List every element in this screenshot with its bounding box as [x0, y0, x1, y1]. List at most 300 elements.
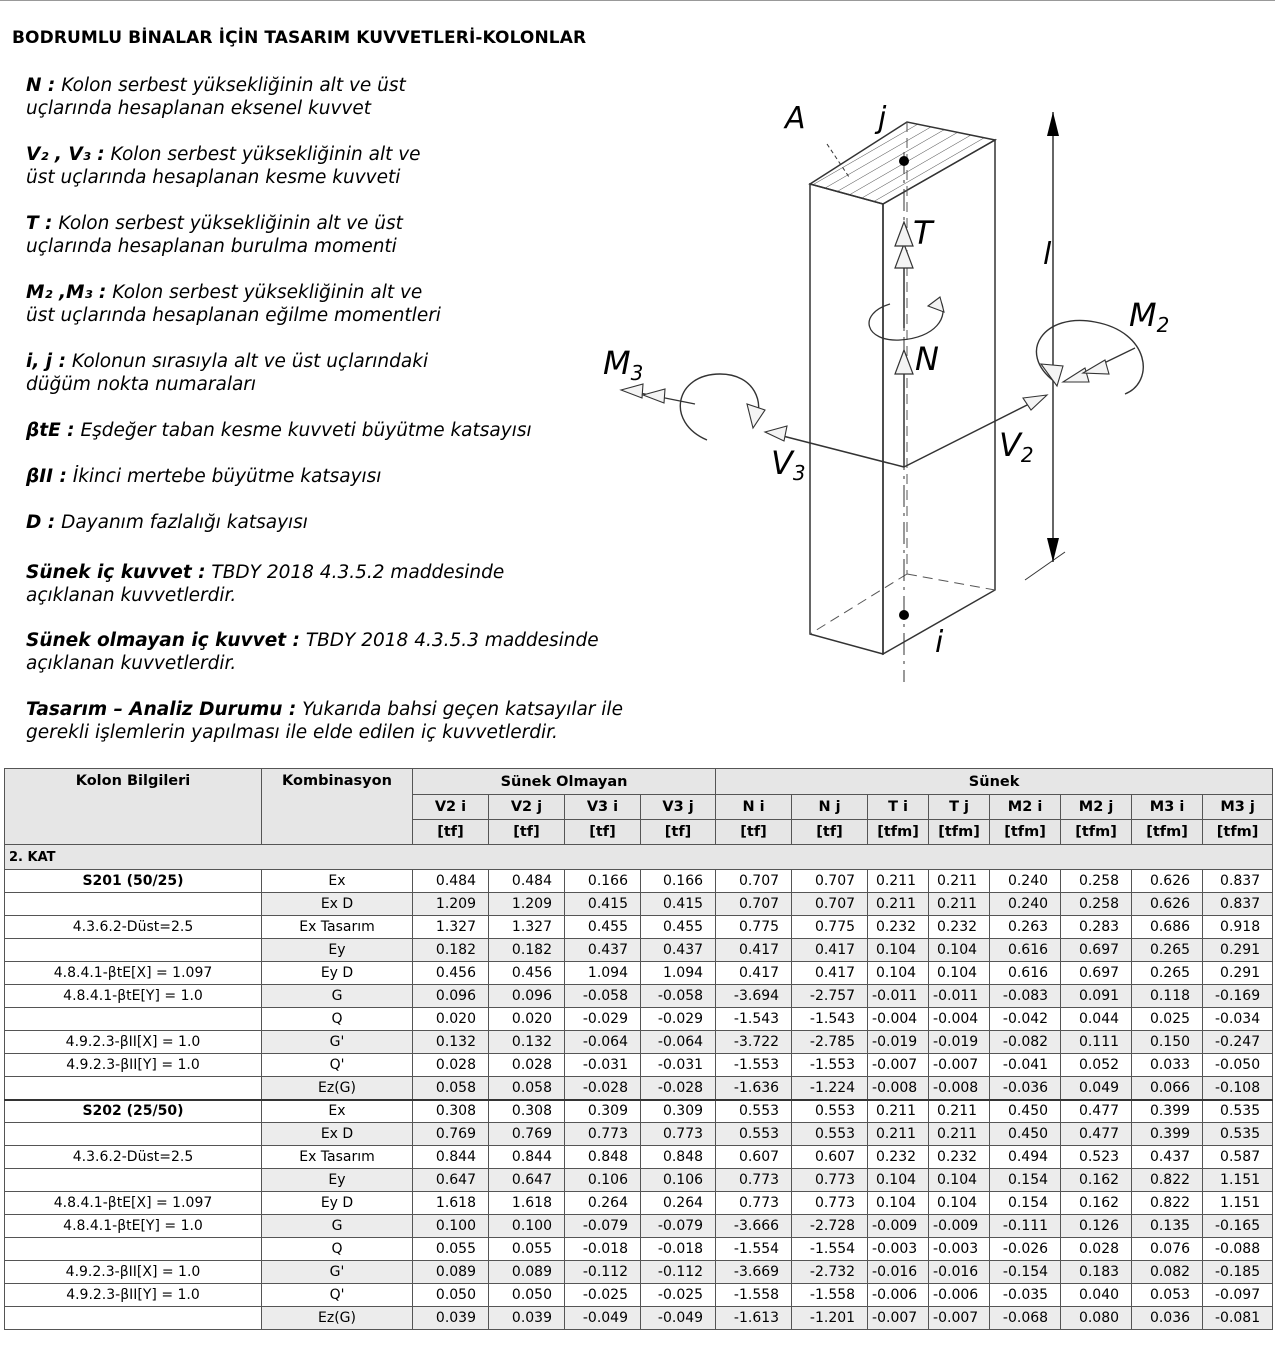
value-cell: -0.042 [990, 1008, 1061, 1031]
value-cell: -1.543 [716, 1008, 792, 1031]
label-l: l [1043, 237, 1052, 272]
combination-cell: Ex D [262, 1123, 413, 1146]
definition-bte: βtE : Eşdeğer taban kesme kuvveti büyütme katsayısı [26, 420, 532, 441]
value-cell: -0.079 [565, 1215, 641, 1238]
value-cell: -0.025 [565, 1284, 641, 1307]
value-cell: 1.151 [1203, 1169, 1273, 1192]
value-cell: 0.773 [792, 1169, 868, 1192]
value-cell: -0.007 [868, 1307, 929, 1330]
value-cell: 0.450 [990, 1123, 1061, 1146]
value-cell: -0.007 [868, 1054, 929, 1077]
value-cell: 0.211 [929, 870, 990, 893]
value-cell: 0.769 [413, 1123, 489, 1146]
value-cell: 0.066 [1132, 1077, 1203, 1100]
column-info-cell: 4.8.4.1-βtE[X] = 1.097 [5, 1192, 262, 1215]
value-cell: -0.154 [990, 1261, 1061, 1284]
value-cell: 0.477 [1061, 1123, 1132, 1146]
value-cell: 0.775 [792, 916, 868, 939]
value-cell: -0.079 [641, 1215, 716, 1238]
table-row [5, 1261, 1273, 1284]
value-cell: -1.613 [716, 1307, 792, 1330]
header-sunek-olmayan: Sünek Olmayan [413, 769, 716, 795]
floor-label: 2. KAT [5, 845, 1273, 870]
header-col-unit: [tf] [489, 820, 565, 845]
value-cell: 0.647 [489, 1169, 565, 1192]
value-cell: -0.007 [929, 1054, 990, 1077]
value-cell: 1.209 [413, 893, 489, 916]
value-cell: -0.016 [868, 1261, 929, 1284]
value-cell: -0.082 [990, 1031, 1061, 1054]
table-row [5, 870, 1273, 893]
definition-t: T : Kolon serbest yüksekliğinin alt ve üst uçlarında hesaplanan burulma momenti [26, 213, 403, 257]
column-force-diagram [595, 92, 1215, 692]
value-cell: 0.258 [1061, 893, 1132, 916]
value-cell: -0.009 [868, 1215, 929, 1238]
value-cell: -1.224 [792, 1077, 868, 1100]
value-cell: 0.232 [868, 1146, 929, 1169]
node-j [899, 156, 909, 166]
value-cell: 0.848 [641, 1146, 716, 1169]
value-cell: -0.165 [1203, 1215, 1273, 1238]
value-cell: -0.058 [565, 985, 641, 1008]
combination-cell: Q' [262, 1054, 413, 1077]
value-cell: 0.477 [1061, 1100, 1132, 1123]
value-cell: 1.209 [489, 893, 565, 916]
definition-ij: i, j : Kolonun sırasıyla alt ve üst uçlarındaki düğüm nokta numaraları [26, 351, 429, 395]
value-cell: -3.694 [716, 985, 792, 1008]
column-right-face [883, 140, 995, 654]
value-cell: 0.166 [641, 870, 716, 893]
value-cell: 0.265 [1132, 939, 1203, 962]
combination-cell: Ez(G) [262, 1077, 413, 1100]
value-cell: 0.104 [929, 939, 990, 962]
definition-sunek: Sünek iç kuvvet : TBDY 2018 4.3.5.2 maddesinde açıklanan kuvvetlerdir. [26, 562, 505, 606]
value-cell: -0.081 [1203, 1307, 1273, 1330]
value-cell: -1.554 [716, 1238, 792, 1261]
value-cell: -0.003 [868, 1238, 929, 1261]
value-cell: 0.415 [641, 893, 716, 916]
value-cell: -0.019 [929, 1031, 990, 1054]
value-cell: 0.647 [413, 1169, 489, 1192]
combination-cell: Ey D [262, 1192, 413, 1215]
value-cell: 0.106 [641, 1169, 716, 1192]
table-row [5, 1169, 1273, 1192]
value-cell: 0.773 [716, 1192, 792, 1215]
header-col-name: T j [929, 795, 990, 820]
value-cell: 1.618 [489, 1192, 565, 1215]
value-cell: -0.083 [990, 985, 1061, 1008]
header-col-unit: [tf] [565, 820, 641, 845]
value-cell: 0.309 [641, 1100, 716, 1123]
value-cell: 0.039 [489, 1307, 565, 1330]
value-cell: 0.494 [990, 1146, 1061, 1169]
definition-tasarim: Tasarım – Analiz Durumu : Yukarıda bahsi geçen katsayılar ile gerekli işlemlerin yapılması ile elde edilen iç kuvvetlerdir. [26, 699, 623, 743]
column-info-cell: 4.8.4.1-βtE[Y] = 1.0 [5, 1215, 262, 1238]
column-info-cell [5, 1008, 262, 1031]
value-cell: -1.558 [792, 1284, 868, 1307]
column-info-cell: 4.9.2.3-βII[Y] = 1.0 [5, 1284, 262, 1307]
column-info-cell [5, 1238, 262, 1261]
value-cell: -0.088 [1203, 1238, 1273, 1261]
value-cell: 0.417 [716, 939, 792, 962]
header-kolon: Kolon Bilgileri [5, 769, 262, 845]
value-cell: 0.437 [1132, 1146, 1203, 1169]
header-row-groups [5, 769, 1273, 795]
header-col-unit: [tfm] [990, 820, 1061, 845]
value-cell: 0.096 [413, 985, 489, 1008]
value-cell: 0.607 [792, 1146, 868, 1169]
value-cell: 0.844 [489, 1146, 565, 1169]
value-cell: 0.211 [868, 893, 929, 916]
value-cell: 0.769 [489, 1123, 565, 1146]
value-cell: 0.166 [565, 870, 641, 893]
table-body [5, 845, 1273, 1330]
value-cell: 0.058 [489, 1077, 565, 1100]
value-cell: 0.104 [929, 962, 990, 985]
value-cell: -0.185 [1203, 1261, 1273, 1284]
value-cell: -0.029 [641, 1008, 716, 1031]
value-cell: 0.587 [1203, 1146, 1273, 1169]
column-info-cell: 4.8.4.1-βtE[X] = 1.097 [5, 962, 262, 985]
value-cell: 0.080 [1061, 1307, 1132, 1330]
value-cell: 0.291 [1203, 939, 1273, 962]
value-cell: 0.822 [1132, 1192, 1203, 1215]
value-cell: -3.722 [716, 1031, 792, 1054]
value-cell: 0.523 [1061, 1146, 1132, 1169]
header-col-unit: [tf] [641, 820, 716, 845]
value-cell: 0.182 [489, 939, 565, 962]
value-cell: -0.050 [1203, 1054, 1273, 1077]
value-cell: 0.154 [990, 1192, 1061, 1215]
value-cell: 0.050 [489, 1284, 565, 1307]
combination-cell: Ey D [262, 962, 413, 985]
value-cell: 0.626 [1132, 893, 1203, 916]
header-col-unit: [tfm] [868, 820, 929, 845]
header-col-unit: [tfm] [1061, 820, 1132, 845]
value-cell: 0.707 [792, 870, 868, 893]
value-cell: -0.011 [868, 985, 929, 1008]
label-T: T [913, 214, 933, 252]
value-cell: 0.773 [641, 1123, 716, 1146]
value-cell: 0.211 [929, 893, 990, 916]
label-V3: V3 [771, 444, 806, 485]
header-col-name: V2 i [413, 795, 489, 820]
table-row [5, 1031, 1273, 1054]
value-cell: 0.104 [868, 1169, 929, 1192]
value-cell: 0.162 [1061, 1169, 1132, 1192]
label-j: j [878, 101, 887, 136]
value-cell: 0.697 [1061, 962, 1132, 985]
value-cell: -0.034 [1203, 1008, 1273, 1031]
definition-m: M₂ ,M₃ : Kolon serbest yüksekliğinin alt ve üst uçlarında hesaplanan eğilme momentleri [26, 282, 441, 326]
header-sunek: Sünek [716, 769, 1273, 795]
value-cell: -1.636 [716, 1077, 792, 1100]
value-cell: 0.707 [716, 870, 792, 893]
value-cell: 0.132 [413, 1031, 489, 1054]
value-cell: 0.450 [990, 1100, 1061, 1123]
header-col-name: M3 j [1203, 795, 1273, 820]
header-col-name: M3 i [1132, 795, 1203, 820]
table-row [5, 916, 1273, 939]
definition-d: D : Dayanım fazlalığı katsayısı [26, 512, 308, 533]
value-cell: 0.183 [1061, 1261, 1132, 1284]
value-cell: -0.049 [641, 1307, 716, 1330]
table-row [5, 1284, 1273, 1307]
value-cell: 0.211 [868, 870, 929, 893]
value-cell: -2.757 [792, 985, 868, 1008]
value-cell: -0.006 [929, 1284, 990, 1307]
column-info-cell [5, 1169, 262, 1192]
combination-cell: Ey [262, 939, 413, 962]
value-cell: 0.773 [716, 1169, 792, 1192]
value-cell: 0.399 [1132, 1123, 1203, 1146]
value-cell: 0.028 [489, 1054, 565, 1077]
value-cell: 0.020 [413, 1008, 489, 1031]
table-row [5, 1238, 1273, 1261]
value-cell: -0.064 [565, 1031, 641, 1054]
combination-cell: Q' [262, 1284, 413, 1307]
value-cell: 0.456 [489, 962, 565, 985]
value-cell: 0.707 [716, 893, 792, 916]
value-cell: 0.104 [868, 939, 929, 962]
value-cell: -0.097 [1203, 1284, 1273, 1307]
value-cell: -0.025 [641, 1284, 716, 1307]
definition-sunek-olmayan: Sünek olmayan iç kuvvet : TBDY 2018 4.3.5.3 maddesinde açıklanan kuvvetlerdir. [26, 630, 599, 674]
value-cell: -0.018 [565, 1238, 641, 1261]
value-cell: 0.265 [1132, 962, 1203, 985]
table-row [5, 1215, 1273, 1238]
value-cell: -0.009 [929, 1215, 990, 1238]
table-row [5, 1192, 1273, 1215]
table-row [5, 1077, 1273, 1100]
header-col-unit: [tfm] [1203, 820, 1273, 845]
value-cell: -0.028 [565, 1077, 641, 1100]
value-cell: 0.616 [990, 962, 1061, 985]
value-cell: -0.029 [565, 1008, 641, 1031]
value-cell: 0.455 [565, 916, 641, 939]
value-cell: 0.044 [1061, 1008, 1132, 1031]
value-cell: 0.848 [565, 1146, 641, 1169]
value-cell: 0.132 [489, 1031, 565, 1054]
value-cell: -0.112 [641, 1261, 716, 1284]
value-cell: 0.104 [868, 1192, 929, 1215]
value-cell: 0.028 [1061, 1238, 1132, 1261]
value-cell: -0.008 [868, 1077, 929, 1100]
value-cell: 0.111 [1061, 1031, 1132, 1054]
page-title: BODRUMLU BİNALAR İÇİN TASARIM KUVVETLERİ-KOLONLAR [12, 28, 587, 48]
value-cell: 0.309 [565, 1100, 641, 1123]
value-cell: 0.484 [413, 870, 489, 893]
combination-cell: G [262, 1215, 413, 1238]
value-cell: -2.785 [792, 1031, 868, 1054]
value-cell: 0.211 [929, 1123, 990, 1146]
value-cell: 0.456 [413, 962, 489, 985]
value-cell: 0.058 [413, 1077, 489, 1100]
value-cell: 0.104 [929, 1169, 990, 1192]
definition-n: N : Kolon serbest yüksekliğinin alt ve üst uçlarında hesaplanan eksenel kuvvet [26, 75, 406, 119]
value-cell: 1.327 [413, 916, 489, 939]
combination-cell: G [262, 985, 413, 1008]
value-cell: -0.068 [990, 1307, 1061, 1330]
value-cell: -0.169 [1203, 985, 1273, 1008]
value-cell: 0.211 [868, 1123, 929, 1146]
value-cell: -0.247 [1203, 1031, 1273, 1054]
value-cell: 0.053 [1132, 1284, 1203, 1307]
column-forces-table [4, 768, 1273, 1330]
value-cell: 1.094 [641, 962, 716, 985]
value-cell: 0.028 [413, 1054, 489, 1077]
value-cell: 0.437 [641, 939, 716, 962]
value-cell: 0.232 [868, 916, 929, 939]
value-cell: -0.026 [990, 1238, 1061, 1261]
value-cell: -3.666 [716, 1215, 792, 1238]
header-col-name: V3 i [565, 795, 641, 820]
header-col-unit: [tf] [792, 820, 868, 845]
header-kombinasyon: Kombinasyon [262, 769, 413, 845]
value-cell: -0.007 [929, 1307, 990, 1330]
value-cell: -0.041 [990, 1054, 1061, 1077]
value-cell: 0.055 [489, 1238, 565, 1261]
value-cell: 0.033 [1132, 1054, 1203, 1077]
top-rule [0, 0, 1275, 1]
value-cell: -2.732 [792, 1261, 868, 1284]
column-info-cell: S202 (25/50) [5, 1100, 262, 1123]
table-row [5, 1054, 1273, 1077]
combination-cell: Ex [262, 870, 413, 893]
definition-v: V₂ , V₃ : Kolon serbest yüksekliğinin alt ve üst uçlarında hesaplanan kesme kuvveti [26, 144, 421, 188]
table-row [5, 962, 1273, 985]
value-cell: 0.535 [1203, 1100, 1273, 1123]
value-cell: 0.264 [565, 1192, 641, 1215]
header-col-name: N j [792, 795, 868, 820]
value-cell: 0.417 [792, 962, 868, 985]
value-cell: 0.822 [1132, 1169, 1203, 1192]
combination-cell: Ey [262, 1169, 413, 1192]
column-info-cell: S201 (50/25) [5, 870, 262, 893]
value-cell: 0.775 [716, 916, 792, 939]
column-info-cell: 4.9.2.3-βII[X] = 1.0 [5, 1261, 262, 1284]
column-info-cell: 4.8.4.1-βtE[Y] = 1.0 [5, 985, 262, 1008]
value-cell: 0.082 [1132, 1261, 1203, 1284]
value-cell: 0.150 [1132, 1031, 1203, 1054]
value-cell: -0.031 [565, 1054, 641, 1077]
value-cell: 0.020 [489, 1008, 565, 1031]
value-cell: 0.232 [929, 916, 990, 939]
value-cell: 0.773 [792, 1192, 868, 1215]
combination-cell: G' [262, 1031, 413, 1054]
value-cell: -0.111 [990, 1215, 1061, 1238]
value-cell: 0.291 [1203, 962, 1273, 985]
value-cell: 0.626 [1132, 870, 1203, 893]
value-cell: 0.844 [413, 1146, 489, 1169]
value-cell: 1.327 [489, 916, 565, 939]
value-cell: 0.616 [990, 939, 1061, 962]
column-info-cell: 4.3.6.2-Düst=2.5 [5, 916, 262, 939]
value-cell: 0.039 [413, 1307, 489, 1330]
value-cell: -1.554 [792, 1238, 868, 1261]
value-cell: -3.669 [716, 1261, 792, 1284]
combination-cell: Q [262, 1008, 413, 1031]
table-row [5, 1008, 1273, 1031]
value-cell: -2.728 [792, 1215, 868, 1238]
label-A: A [785, 101, 806, 136]
value-cell: 0.837 [1203, 893, 1273, 916]
value-cell: 0.553 [792, 1123, 868, 1146]
value-cell: 0.399 [1132, 1100, 1203, 1123]
column-info-cell [5, 893, 262, 916]
header-col-unit: [tf] [413, 820, 489, 845]
value-cell: -0.006 [868, 1284, 929, 1307]
value-cell: 0.707 [792, 893, 868, 916]
header-col-name: V3 j [641, 795, 716, 820]
value-cell: -1.553 [716, 1054, 792, 1077]
value-cell: 0.106 [565, 1169, 641, 1192]
value-cell: 0.096 [489, 985, 565, 1008]
value-cell: 1.618 [413, 1192, 489, 1215]
value-cell: -0.031 [641, 1054, 716, 1077]
value-cell: 0.308 [413, 1100, 489, 1123]
value-cell: 0.697 [1061, 939, 1132, 962]
label-N: N [915, 340, 939, 378]
value-cell: 0.837 [1203, 870, 1273, 893]
combination-cell: Q [262, 1238, 413, 1261]
table-row [5, 1307, 1273, 1330]
value-cell: -0.003 [929, 1238, 990, 1261]
value-cell: -0.036 [990, 1077, 1061, 1100]
value-cell: 0.553 [716, 1123, 792, 1146]
value-cell: 0.553 [716, 1100, 792, 1123]
value-cell: 0.553 [792, 1100, 868, 1123]
value-cell: 0.104 [868, 962, 929, 985]
table-row [5, 985, 1273, 1008]
value-cell: -0.016 [929, 1261, 990, 1284]
label-M2: M2 [1129, 296, 1170, 337]
floor-row [5, 845, 1273, 870]
value-cell: 0.258 [1061, 870, 1132, 893]
value-cell: 1.094 [565, 962, 641, 985]
value-cell: 0.104 [929, 1192, 990, 1215]
value-cell: 0.417 [792, 939, 868, 962]
value-cell: 0.076 [1132, 1238, 1203, 1261]
value-cell: -0.108 [1203, 1077, 1273, 1100]
value-cell: 0.050 [413, 1284, 489, 1307]
value-cell: 0.052 [1061, 1054, 1132, 1077]
table-row [5, 1123, 1273, 1146]
value-cell: -0.019 [868, 1031, 929, 1054]
column-info-cell: 4.3.6.2-Düst=2.5 [5, 1146, 262, 1169]
value-cell: -1.558 [716, 1284, 792, 1307]
header-col-name: N i [716, 795, 792, 820]
label-M3: M3 [603, 344, 644, 385]
combination-cell: Ex D [262, 893, 413, 916]
value-cell: 0.283 [1061, 916, 1132, 939]
value-cell: 0.437 [565, 939, 641, 962]
value-cell: -0.064 [641, 1031, 716, 1054]
combination-cell: Ez(G) [262, 1307, 413, 1330]
value-cell: 0.918 [1203, 916, 1273, 939]
value-cell: 0.686 [1132, 916, 1203, 939]
value-cell: 0.417 [716, 962, 792, 985]
value-cell: 0.263 [990, 916, 1061, 939]
header-col-name: M2 i [990, 795, 1061, 820]
header-col-name: T i [868, 795, 929, 820]
value-cell: 0.535 [1203, 1123, 1273, 1146]
value-cell: -0.035 [990, 1284, 1061, 1307]
value-cell: 0.240 [990, 870, 1061, 893]
value-cell: 0.089 [489, 1261, 565, 1284]
value-cell: 0.308 [489, 1100, 565, 1123]
value-cell: 1.151 [1203, 1192, 1273, 1215]
